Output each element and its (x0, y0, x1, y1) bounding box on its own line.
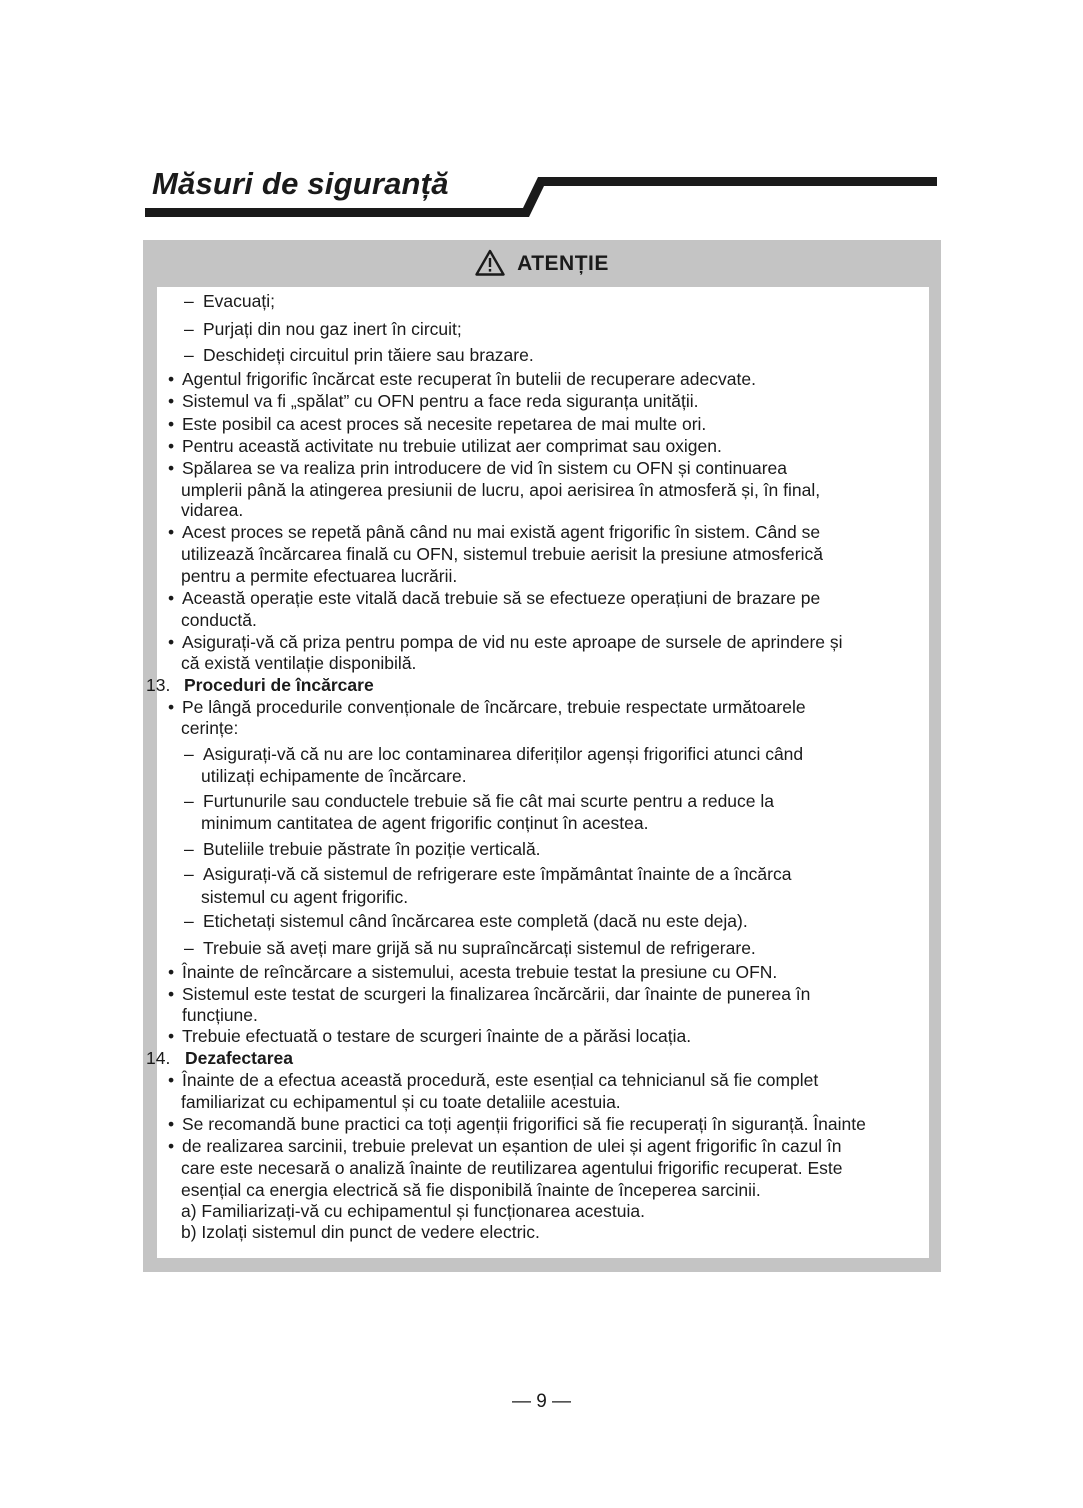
page-title: Măsuri de siguranță (152, 166, 449, 201)
line-text: Spălarea se va realiza prin introducere de vid în sistem cu OFN și continuarea (182, 458, 788, 478)
dash-marker: – (184, 319, 194, 339)
section-number: 14. (146, 1048, 171, 1068)
bullet-icon: • (168, 458, 175, 478)
caution-title: ATENȚIE (517, 251, 609, 275)
line-text: conductă. (181, 610, 257, 630)
line-text: Această operație este vitală dacă trebuie să se efectueze operațiuni de brazare pe (182, 588, 821, 608)
bullet-icon: • (168, 588, 175, 608)
bullet-icon: • (168, 391, 175, 411)
line-text: esențial ca energia electrică să fie disponibilă înainte de începerea sarcinii. (181, 1180, 761, 1200)
line-text: de realizarea sarcinii, trebuie prelevat un eșantion de ulei și agent frigorific în cazul în (182, 1136, 842, 1156)
line-text: vidarea. (181, 500, 244, 520)
section-heading: Dezafectarea (185, 1048, 293, 1068)
line-text: b) Izolați sistemul din punct de vedere electric. (181, 1222, 540, 1242)
line-text: Pe lângă procedurile convenționale de încărcare, trebuie respectate următoarele (182, 697, 806, 717)
bullet-icon: • (168, 962, 175, 982)
line-text: că există ventilație disponibilă. (181, 653, 417, 673)
bullet-icon: • (168, 1114, 175, 1134)
line-text: Buteliile trebuie păstrate în poziție verticală. (203, 839, 541, 859)
dash-marker: – (184, 345, 194, 365)
dash-marker: – (184, 291, 194, 311)
caution-header (143, 240, 941, 287)
title-rule (145, 172, 937, 218)
line-text: care este necesară o analiză înainte de reutilizarea agentului frigorific recuperat. Este (181, 1158, 843, 1178)
bullet-icon: • (168, 414, 175, 434)
section-heading: Proceduri de încărcare (184, 675, 374, 695)
line-text: utilizați echipamente de încărcare. (201, 766, 467, 786)
line-text: Deschideți circuitul prin tăiere sau brazare. (203, 345, 534, 365)
bullet-icon: • (168, 632, 175, 652)
bullet-icon: • (168, 1070, 175, 1090)
line-text: cerințe: (181, 718, 239, 738)
line-text: funcțiune. (182, 1005, 258, 1025)
line-text: Etichetați sistemul când încărcarea este completă (dacă nu este deja). (203, 911, 748, 931)
dash-marker: – (184, 864, 194, 884)
bullet-icon: • (168, 1026, 175, 1046)
line-text: a) Familiarizați-vă cu echipamentul și funcționarea acestuia. (181, 1201, 645, 1221)
line-text: Sistemul este testat de scurgeri la finalizarea încărcării, dar înainte de punerea în (182, 984, 811, 1004)
line-text: Înainte de reîncărcare a sistemului, acesta trebuie testat la presiune cu OFN. (182, 962, 778, 982)
line-text: Furtunurile sau conductele trebuie să fie cât mai scurte pentru a reduce la (203, 791, 775, 811)
line-text: Înainte de a efectua această procedură, este esențial ca tehnicianul să fie complet (182, 1070, 819, 1090)
line-text: Se recomandă bune practici ca toți agenții frigorifici să fie recuperați în siguranță. Înainte (182, 1114, 866, 1134)
dash-marker: – (184, 791, 194, 811)
dash-marker: – (184, 911, 194, 931)
bullet-icon: • (168, 984, 175, 1004)
line-text: Este posibil ca acest proces să necesite repetarea de mai multe ori. (182, 414, 707, 434)
section-number: 13. (146, 675, 171, 695)
line-text: familiarizat cu echipamentul și cu toate detaliile acestuia. (181, 1092, 621, 1112)
line-text: Pentru această activitate nu trebuie utilizat aer comprimat sau oxigen. (182, 436, 722, 456)
line-text: Sistemul va fi „spălat” cu OFN pentru a face reda siguranța unității. (182, 391, 699, 411)
line-text: Trebuie să aveți mare grijă să nu supraîncărcați sistemul de refrigerare. (203, 938, 756, 958)
line-text: sistemul cu agent frigorific. (201, 887, 409, 907)
line-text: pentru a permite efectuarea lucrării. (181, 566, 458, 586)
line-text: Evacuați; (203, 291, 275, 311)
line-text: Purjați din nou gaz inert în circuit; (203, 319, 462, 339)
bullet-icon: • (168, 436, 175, 456)
line-text: Agentul frigorific încărcat este recuperat în butelii de recuperare adecvate. (182, 369, 756, 389)
line-text: Acest proces se repetă până când nu mai există agent frigorific în sistem. Când se (182, 522, 821, 542)
dash-marker: – (184, 938, 194, 958)
line-text: Trebuie efectuată o testare de scurgeri înainte de a părăsi locația. (182, 1026, 692, 1046)
bullet-icon: • (168, 1136, 175, 1156)
bullet-icon: • (168, 522, 175, 542)
page-number: — 9 — (511, 1391, 572, 1412)
bullet-icon: • (168, 697, 175, 717)
line-text: minimum cantitatea de agent frigorific conținut în acestea. (201, 813, 649, 833)
bullet-icon: • (168, 369, 175, 389)
warning-triangle-icon (475, 249, 505, 276)
line-text: Asigurați-vă că priza pentru pompa de vid nu este aproape de sursele de aprindere și (182, 632, 843, 652)
line-text: umplerii până la atingerea presiunii de lucru, apoi aerisirea în atmosferă și, în final, (181, 480, 821, 500)
line-text: Asigurați-vă că sistemul de refrigerare este împământat înainte de a încărca (203, 864, 792, 884)
line-text: utilizează încărcarea finală cu OFN, sistemul trebuie aerisit la presiune atmosferică (181, 544, 823, 564)
dash-marker: – (184, 744, 194, 764)
dash-marker: – (184, 839, 194, 859)
line-text: Asigurați-vă că nu are loc contaminarea diferiților agenși frigorifici atunci când (203, 744, 804, 764)
